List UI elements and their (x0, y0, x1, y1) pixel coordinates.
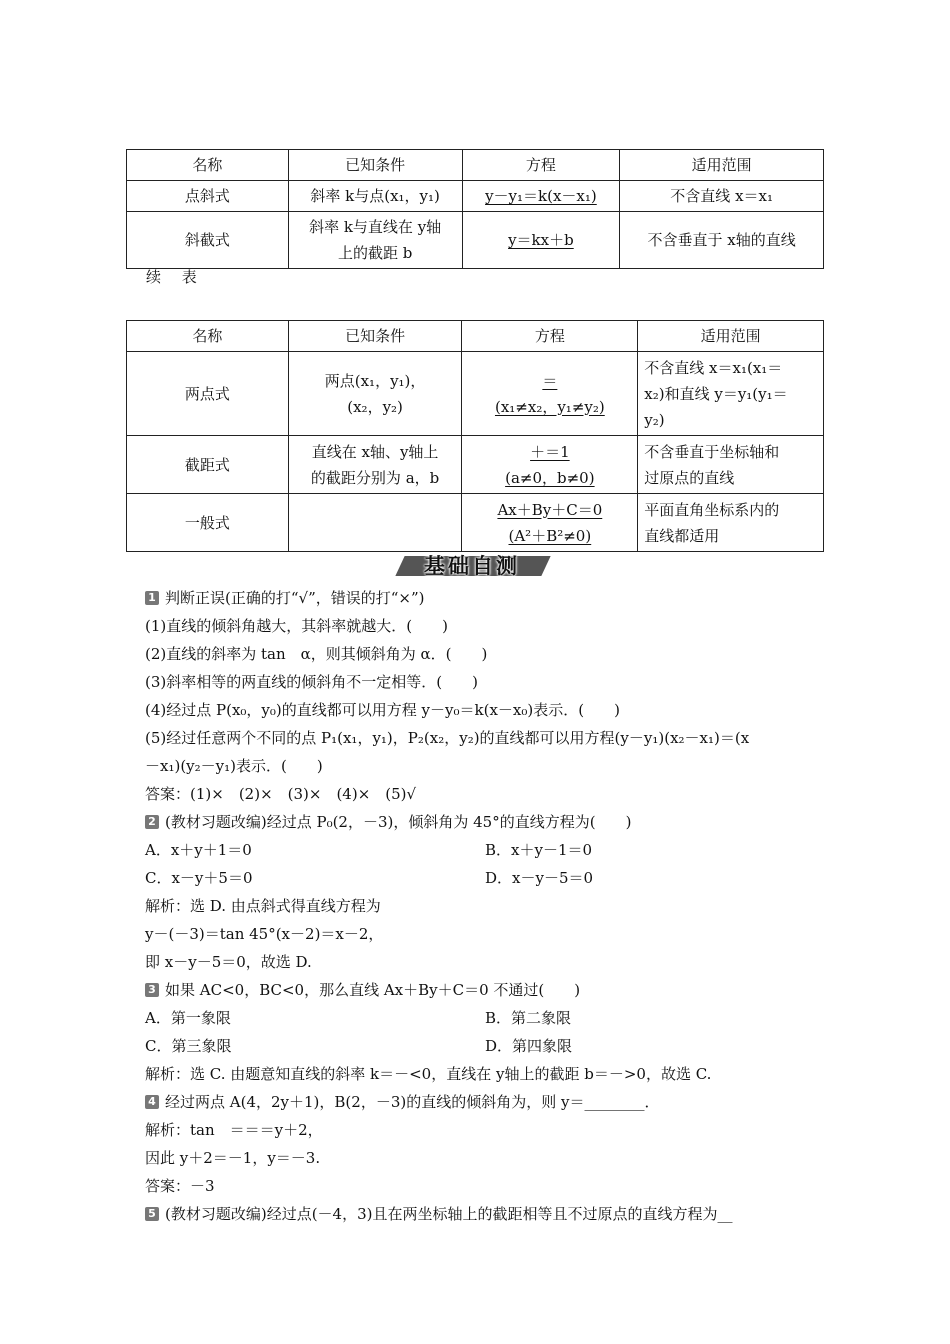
row-equation: y－y₁＝k(x－x₁) (462, 181, 620, 212)
row-condition: 直线在 x轴、y轴上 的截距分别为 a，b (288, 436, 462, 494)
row-name: 两点式 (127, 352, 289, 436)
analysis-line: y－(－3)＝tan 45°(x－2)＝x－2， (145, 925, 384, 943)
question-stem: (教材习题改编)经过点 P₀(2，－3)，倾斜角为 45°的直线方程为( ) (165, 813, 632, 831)
row-scope: 平面直角坐标系内的 直线都适用 (638, 494, 824, 552)
row-condition: 斜率 k与直线在 y轴 上的截距 b (288, 212, 462, 269)
row-scope: 不含垂直于坐标轴和 过原点的直线 (638, 436, 824, 494)
row-name: 一般式 (127, 494, 289, 552)
row-scope: 不含直线 x＝x₁(x₁＝ x₂)和直线 y＝y₁(y₁＝ y₂) (638, 352, 824, 436)
question-5 (145, 1200, 825, 1228)
question-number-badge: 3 (145, 983, 159, 997)
question-4 (145, 1088, 825, 1116)
options-row (145, 836, 825, 864)
option-b: B．x＋y－1＝0 (485, 841, 593, 859)
header-name: 名称 (127, 150, 289, 181)
formula-table-2 (126, 320, 824, 552)
options-row (145, 1004, 825, 1032)
analysis-line: 解析：选 C. 由题意知直线的斜率 k＝－<0，直线在 y轴上的截距 b＝－>0，故选 C. (145, 1065, 712, 1083)
question-item: (2)直线的斜率为 tan α，则其倾斜角为 α．( ) (145, 645, 488, 663)
header-name: 名称 (127, 321, 289, 352)
question-number-badge: 4 (145, 1095, 159, 1109)
option-b: B．第二象限 (485, 1009, 572, 1027)
question-stem: (教材习题改编)经过点(－4，3)且在两坐标轴上的截距相等且不过原点的直线方程为__ (165, 1205, 733, 1223)
option-c: C．x－y＋5＝0 (145, 869, 253, 887)
row-scope: 不含直线 x＝x₁ (620, 181, 824, 212)
row-scope: 不含垂直于 x轴的直线 (620, 212, 824, 269)
row-equation: ＋＝1 (a≠0，b≠0) (462, 436, 638, 494)
row-condition: 斜率 k与点(x₁，y₁) (288, 181, 462, 212)
row-name: 截距式 (127, 436, 289, 494)
option-c: C．第三象限 (145, 1037, 232, 1055)
row-name: 斜截式 (127, 212, 289, 269)
header-equation: 方程 (462, 321, 638, 352)
question-item: －x₁)(y₂－y₁)表示．( ) (145, 757, 323, 775)
row-equation: y＝kx＋b (462, 212, 620, 269)
question-stem: 如果 AC<0，BC<0，那么直线 Ax＋By＋C＝0 不通过( ) (165, 981, 581, 999)
header-scope: 适用范围 (620, 150, 824, 181)
question-stem: 经过两点 A(4，2y＋1)，B(2，－3)的直线的倾斜角为，则 y＝________． (165, 1093, 660, 1111)
row-equation: Ax＋By＋C＝0 (A²＋B²≠0) (462, 494, 638, 552)
question-number-badge: 2 (145, 815, 159, 829)
header-equation: 方程 (462, 150, 620, 181)
option-d: D．第四象限 (485, 1037, 573, 1055)
options-row (145, 864, 825, 892)
row-name: 点斜式 (127, 181, 289, 212)
exercise-list (145, 584, 825, 1228)
header-condition: 已知条件 (288, 150, 462, 181)
question-1 (145, 584, 825, 612)
question-stem: 判断正误(正确的打“√”，错误的打“×”) (165, 589, 425, 607)
row-condition (288, 494, 462, 552)
analysis-line: 即 x－y－5＝0，故选 D. (145, 953, 312, 971)
question-item: (4)经过点 P(x₀，y₀)的直线都可以用方程 y－y₀＝k(x－x₀)表示．( ) (145, 701, 620, 719)
question-item: (5)经过任意两个不同的点 P₁(x₁，y₁)，P₂(x₂，y₂)的直线都可以用方程(y－y₁)(x₂－x₁)＝(x (145, 729, 750, 747)
question-item: (1)直线的倾斜角越大，其斜率就越大．( ) (145, 617, 448, 635)
row-equation: ＝ (x₁≠x₂，y₁≠y₂) (462, 352, 638, 436)
option-a: A．第一象限 (145, 1009, 231, 1027)
option-a: A．x＋y＋1＝0 (145, 841, 252, 859)
analysis-line: 解析：选 D. 由点斜式得直线方程为 (145, 897, 381, 915)
row-condition: 两点(x₁，y₁)， (x₂，y₂) (288, 352, 462, 436)
analysis-line: 解析：tan ＝＝＝y＋2， (145, 1121, 323, 1139)
section-banner (392, 550, 552, 580)
question-2 (145, 808, 825, 836)
question-3 (145, 976, 825, 1004)
answer-line: 答案：－3 (145, 1177, 215, 1195)
options-row (145, 1032, 825, 1060)
answer-line: 答案：(1)× (2)× (3)× (4)× (5)√ (145, 785, 417, 803)
option-d: D．x－y－5＝0 (485, 869, 594, 887)
question-number-badge: 1 (145, 591, 159, 605)
question-item: (3)斜率相等的两直线的倾斜角不一定相等．( ) (145, 673, 478, 691)
header-scope: 适用范围 (638, 321, 824, 352)
header-condition: 已知条件 (288, 321, 462, 352)
analysis-line: 因此 y＋2＝－1，y＝－3. (145, 1149, 321, 1167)
section-title: 基础自测 (424, 554, 520, 578)
formula-table-1 (126, 149, 824, 269)
continued-label: 续 表 (146, 268, 205, 286)
question-number-badge: 5 (145, 1207, 159, 1221)
